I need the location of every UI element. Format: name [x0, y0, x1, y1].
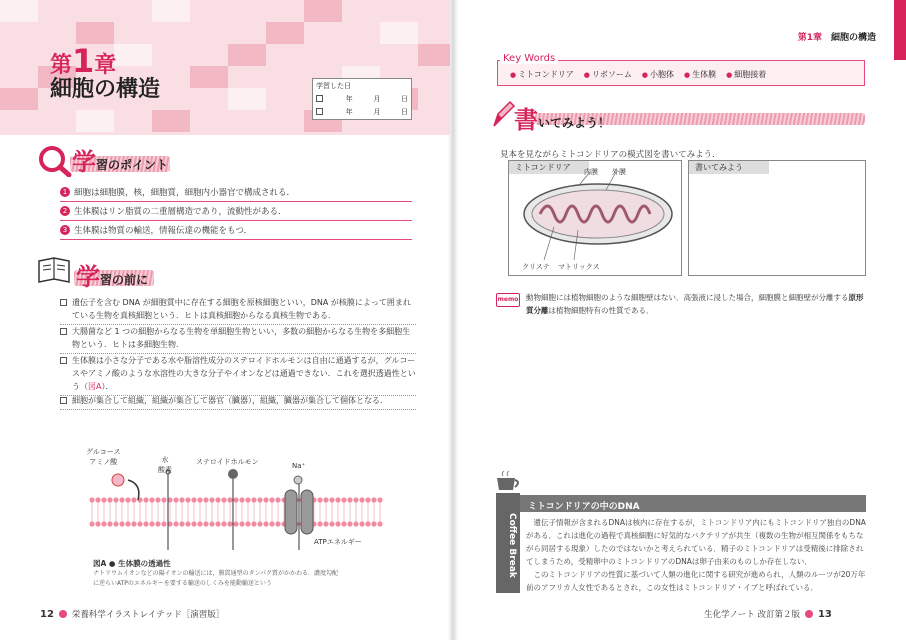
lipid-head [377, 497, 382, 502]
lipid-head [209, 497, 214, 502]
coffee-paragraph: このミトコンドリアの性質に基づいて人類の進化に関する研究が進められ，人類のルーツが20万年前のアフリカ人女性であるとされ，この女性はミトコンドリア・イブと呼ばれている． [526, 570, 866, 592]
keyword: ● ミトコンドリア [510, 69, 574, 80]
pencil-icon [490, 100, 516, 130]
lipid-head [209, 521, 214, 526]
lipid-head [131, 497, 136, 502]
year-label: 年 [345, 95, 353, 103]
sodium-label: Na⁺ [292, 462, 306, 470]
lipid-head [251, 497, 256, 502]
lipid-head [239, 497, 244, 502]
checkbox-icon[interactable] [316, 108, 323, 115]
chapter-tab [894, 0, 906, 60]
study-date-row[interactable] [316, 107, 408, 117]
point-number: 2 [60, 206, 70, 216]
lipid-head [143, 497, 148, 502]
study-date-row[interactable] [316, 94, 408, 104]
prereq-text: 細胞が集合して組織，組織が集合して器官（臓器），組織，臓器が集合して個体となる． [72, 396, 388, 405]
lipid-head [245, 497, 250, 502]
book-title: 栄養科学イラストレイテッド［演習版］ [71, 610, 225, 620]
lipid-head [221, 521, 226, 526]
blocked-arrow [128, 480, 139, 500]
lipid-head [227, 497, 232, 502]
coffee-cup-icon [491, 470, 523, 494]
lipid-head [263, 521, 268, 526]
heading-rest: 習のポイント [96, 158, 169, 172]
lipid-head [119, 521, 124, 526]
lipid-head [119, 497, 124, 502]
outer-membrane-label: 外膜 [612, 168, 626, 176]
heading-rest: いてみよう！ [538, 116, 611, 130]
header-tile [0, 0, 38, 22]
point-item [60, 205, 412, 221]
lipid-head [113, 521, 118, 526]
lipid-head [107, 521, 112, 526]
lipid-head [125, 521, 130, 526]
coffee-break-label: Coffee Break [507, 513, 517, 578]
lipid-head [329, 521, 334, 526]
atp-label: ATPエネルギー [314, 538, 362, 546]
header-tile [76, 110, 114, 132]
header-tile [76, 22, 114, 44]
page-number: 13 [817, 608, 832, 620]
checkbox-icon[interactable] [316, 95, 323, 102]
study-date-box [312, 78, 412, 120]
transporter-left [285, 490, 297, 534]
lipid-head [215, 521, 220, 526]
point-number: 3 [60, 225, 70, 235]
steroid-label: ステロイドホルモン [196, 458, 259, 466]
sample-box-title: ミトコンドリア [509, 161, 589, 174]
lipid-head [215, 497, 220, 502]
write-heading [514, 100, 610, 135]
figure-caption-body: ナトリウムイオンなどの陽イオンの輸送には，膜貫通型のタンパク質がかかわる．濃度勾配に逆らいATPのエネルギーを要する輸送のしくみを能動輸送という [93, 570, 339, 587]
heading-initial: 学 [76, 263, 100, 291]
month-label: 月 [373, 95, 381, 103]
lipid-head [353, 521, 358, 526]
prereq-text: 生体膜は小さな分子である水や脂溶性成分のステロイドホルモンは自由に通過するが，グルコースやアミノ酸のような水溶性の大きな分子やイオンなどは通過できない．これを選択透過性という（ [72, 356, 416, 391]
lipid-head [365, 521, 370, 526]
keyword: ● リボソーム [584, 69, 632, 80]
header-tile [266, 22, 304, 44]
year-label: 年 [345, 108, 353, 116]
header-tile [304, 0, 342, 22]
chapter-title: 細胞の構造 [50, 77, 161, 102]
lipid-head [269, 497, 274, 502]
lipid-head [173, 521, 178, 526]
header-tile [0, 88, 38, 110]
header-tile [228, 44, 266, 66]
lipid-head [245, 521, 250, 526]
lipid-head [161, 521, 166, 526]
month-label: 月 [373, 108, 381, 116]
point-item [60, 224, 412, 240]
lipid-head [155, 497, 160, 502]
lipid-head [317, 521, 322, 526]
keyword: ● 細胞接着 [726, 69, 766, 80]
glucose-molecule [112, 474, 124, 486]
lipid-head [365, 497, 370, 502]
running-header-title: 細胞の構造 [830, 33, 876, 43]
checkbox-icon[interactable] [60, 357, 67, 364]
lipid-head [275, 497, 280, 502]
header-tile [190, 66, 228, 88]
chapter-prefix: 第 [50, 53, 73, 78]
header-tile [380, 22, 418, 44]
book-icon [36, 255, 72, 285]
lipid-head [371, 497, 376, 502]
memo-badge: memo [496, 293, 520, 307]
header-tile [228, 88, 266, 110]
point-text: 生体膜はリン脂質の二重層構造であり，流動性がある． [74, 207, 287, 217]
point-text: 細胞は細胞膜，核，細胞質，細胞内小器官で構成される． [74, 188, 296, 198]
lipid-head [347, 497, 352, 502]
day-label: 日 [400, 108, 408, 116]
points-heading [72, 142, 168, 177]
lipid-head [89, 497, 94, 502]
lipid-head [143, 521, 148, 526]
lipid-head [185, 497, 190, 502]
lipid-head [359, 521, 364, 526]
prereq-item[interactable] [60, 296, 416, 325]
lipid-head [101, 497, 106, 502]
lipid-head [323, 497, 328, 502]
heading-rest: 習の前に [100, 273, 149, 287]
point-number: 1 [60, 187, 70, 197]
lipid-head [275, 521, 280, 526]
header-tile [418, 44, 450, 66]
checkbox-icon[interactable] [60, 299, 67, 306]
mitochondria-illustration [518, 172, 678, 267]
lipid-head [341, 521, 346, 526]
bullet-dot [59, 610, 67, 618]
lipid-head [203, 521, 208, 526]
keyword: ● 生体膜 [684, 69, 716, 80]
coffee-break-title: ミトコンドリアの中のDNA [528, 502, 640, 512]
lipid-head [329, 497, 334, 502]
lipid-head [221, 497, 226, 502]
inner-membrane-label: 内膜 [584, 168, 598, 176]
lipid-head [149, 497, 154, 502]
lipid-head [185, 521, 190, 526]
keyword: ● 小胞体 [642, 69, 674, 80]
point-text: 生体膜は物質の輸送，情報伝達の機能をもつ． [74, 226, 253, 236]
keywords-list [510, 69, 766, 80]
lipid-head [137, 521, 142, 526]
lipid-head [191, 521, 196, 526]
book-title: 生化学ノート 改訂第２版 [704, 610, 800, 620]
lipid-head [233, 497, 238, 502]
figure-caption-title: 図A ● 生体膜の透過性 [93, 559, 171, 568]
memo-text-a: 動物細胞には植物細胞のような細胞壁はない．高張液に浸した場合，細胞膜と細胞壁が分離する [526, 293, 849, 302]
lipid-head [197, 497, 202, 502]
memo-bold-term: 原形質分離 [526, 293, 864, 315]
prereq-item[interactable] [60, 394, 416, 410]
prereq-item[interactable] [60, 325, 416, 354]
lipid-head [239, 521, 244, 526]
coffee-break-body [526, 516, 866, 594]
study-date-label: 学習した日 [316, 82, 351, 90]
lipid-head [203, 497, 208, 502]
lipid-head [257, 497, 262, 502]
memo-text [526, 291, 868, 317]
prereq-item[interactable] [60, 354, 416, 396]
lipid-head [233, 521, 238, 526]
header-tile [152, 0, 190, 22]
prereq-text: 遺伝子を含む DNA が細胞質中に存在する細胞を原核細胞といい，DNA が核膜によって囲まれている生物を真核細胞という．ヒトは真核細胞からなる真核生物である． [72, 298, 411, 320]
lipid-head [323, 521, 328, 526]
keywords-title: Key Words [500, 53, 558, 64]
practice-box-title: 書いてみよう [689, 161, 769, 174]
practice-drawing-area[interactable] [688, 160, 866, 276]
right-footer [704, 608, 832, 620]
chapter-number-digit: 1 [72, 42, 95, 80]
day-label: 日 [400, 95, 408, 103]
lipid-head [335, 497, 340, 502]
running-header-chapter: 第1章 [797, 33, 822, 43]
coffee-paragraph: 遺伝子情報が含まれるDNAは核内に存在するが，ミトコンドリア内にもミトコンドリア独自のDNAがある．これは進化の過程で真核細胞に好気的なバクテリアが共生（複数の生物が相互関係をもちながら同居する現象）したのではないかと考えられている．精子のミトコンドリアは受精後に排除されてしまうため，受精卵中のミトコンドリアのDNAは卵子由来のものしか存在しない． [526, 518, 866, 566]
sodium-ion [294, 476, 302, 484]
lipid-head [149, 521, 154, 526]
lipid-head [197, 521, 202, 526]
lipid-head [191, 497, 196, 502]
left-footer [40, 608, 224, 620]
lipid-head [113, 497, 118, 502]
magnifier-icon [38, 145, 72, 177]
water-oxygen-label: 水 酸素 [158, 456, 172, 474]
lipid-head [335, 521, 340, 526]
bullet-dot [805, 610, 813, 618]
lipid-head [155, 521, 160, 526]
lipid-head [263, 497, 268, 502]
memo-text-b: は植物細胞特有の性質である． [548, 306, 654, 315]
steroid-molecule [228, 469, 238, 479]
checkbox-icon[interactable] [60, 328, 67, 335]
transporter-right [301, 490, 313, 534]
header-tile [152, 110, 190, 132]
lipid-head [95, 521, 100, 526]
lipid-head [347, 521, 352, 526]
lipid-head [341, 497, 346, 502]
cristae-label: クリステ [522, 263, 550, 271]
checkbox-icon[interactable] [60, 397, 67, 404]
point-item [60, 186, 412, 202]
matrix-label: マトリックス [558, 263, 600, 271]
heading-initial: 書 [514, 106, 538, 134]
running-header [798, 30, 876, 43]
lipid-head [131, 521, 136, 526]
lipid-head [179, 497, 184, 502]
lipid-head [227, 521, 232, 526]
header-tile [114, 44, 152, 66]
lipid-head [353, 497, 358, 502]
lipid-head [89, 521, 94, 526]
lipid-head [107, 497, 112, 502]
chapter-suffix: 章 [94, 53, 117, 78]
lipid-head [371, 521, 376, 526]
lipid-head [257, 521, 262, 526]
glucose-label: グルコース アミノ酸 [86, 448, 121, 466]
before-heading [76, 257, 148, 292]
lipid-head [317, 497, 322, 502]
lipid-head [377, 521, 382, 526]
lipid-head [173, 497, 178, 502]
heading-initial: 学 [72, 148, 96, 176]
lipid-head [251, 521, 256, 526]
lipid-head [95, 497, 100, 502]
lipid-head [125, 497, 130, 502]
lipid-head [161, 497, 166, 502]
prereq-text-tail: ）． [101, 382, 114, 391]
page-number: 12 [40, 608, 54, 620]
figure-reference-link[interactable]: 図A [88, 382, 102, 391]
lipid-head [101, 521, 106, 526]
prereq-text: 大腸菌など 1 つの細胞からなる生物を単細胞生物といい，多数の細胞からなる生物を多細胞生物という．ヒトは多細胞生物． [72, 327, 411, 349]
instruction-text: 見本を見ながらミトコンドリアの模式図を書いてみよう． [500, 150, 721, 160]
lipid-head [269, 521, 274, 526]
lipid-head [359, 497, 364, 502]
lipid-head [179, 521, 184, 526]
